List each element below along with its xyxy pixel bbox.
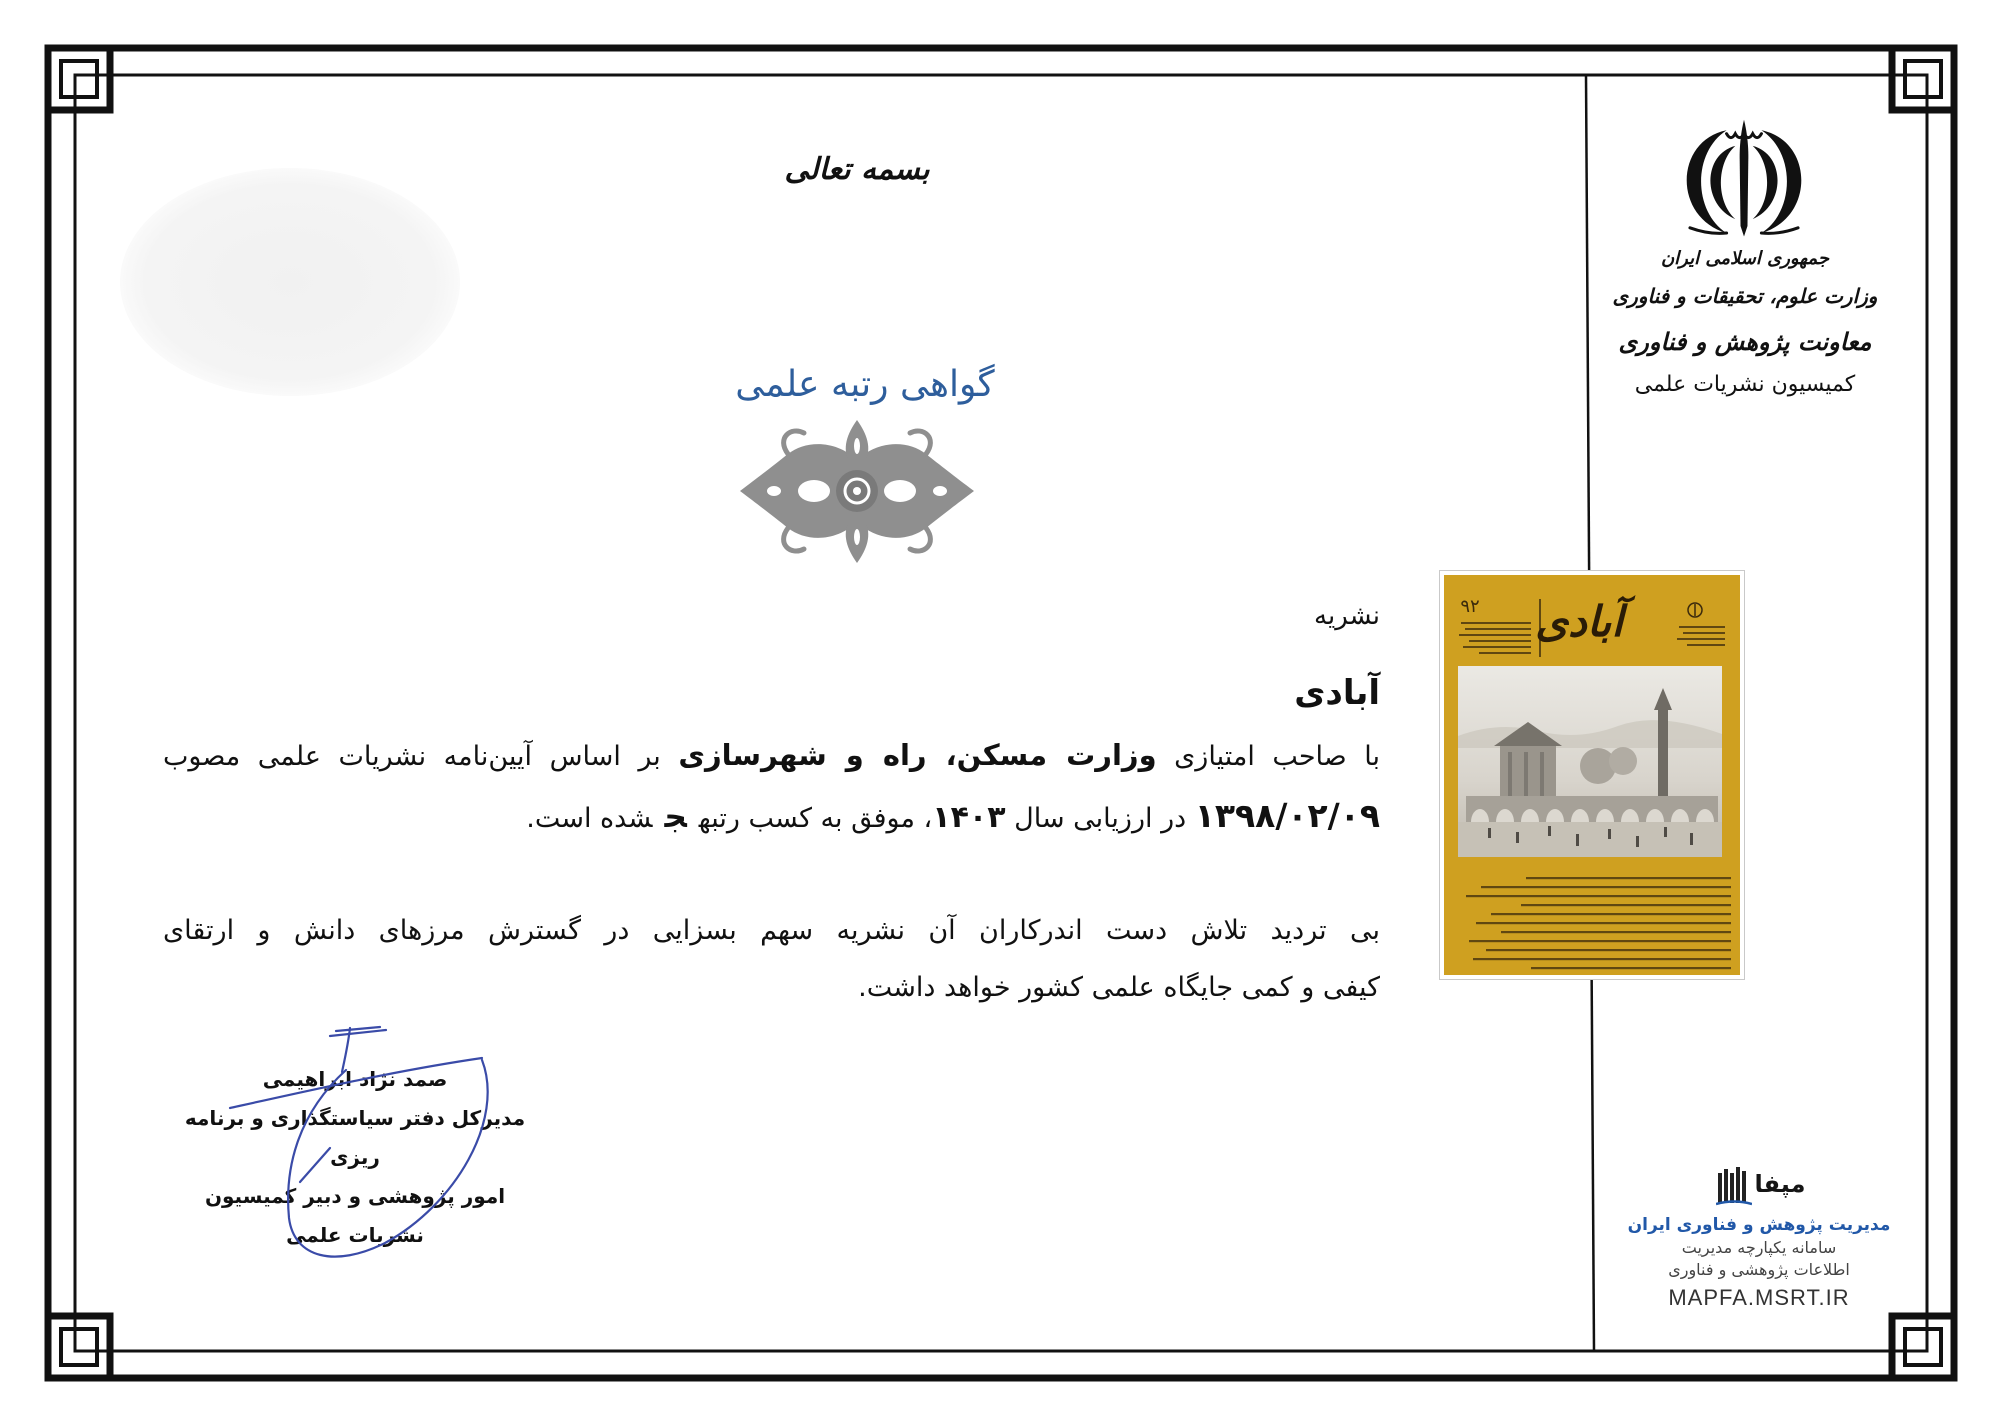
approval-date: ۱۳۹۸/۰۲/۰۹ [1194, 796, 1380, 835]
cover-sketch-illustration [1458, 666, 1722, 857]
corner-ornament-top-right [1889, 45, 1957, 113]
signatory-block [165, 1060, 545, 1255]
journal-name: آبادی [1294, 673, 1380, 713]
body-text-segment: با صاحب امتیازی [1174, 741, 1380, 772]
mapfa-logo [1716, 1163, 1810, 1207]
corner-ornament-bottom-right [1889, 1313, 1957, 1381]
body-line-1 [163, 730, 1380, 780]
closing-line-2: کیفی و کمی جایگاه علمی کشور خواهد داشت. [858, 972, 1380, 1003]
journal-label: نشریه [1314, 601, 1380, 631]
issuer-country: جمهوری اسلامی ایران [1660, 248, 1830, 269]
signatory-title-line-2: امور پژوهشی و دبیر کمیسیون [204, 1184, 506, 1208]
journal-cover [1439, 570, 1745, 980]
mapfa-logo-text: مپفا [1754, 1170, 1806, 1198]
faded-stamp [110, 160, 470, 405]
body-text-segment: بر اساس آیین‌نامه نشریات علمی مصوب [163, 741, 661, 772]
iran-emblem [1674, 118, 1814, 240]
evaluation-year: ۱۴۰۳ [932, 800, 1006, 835]
signatory-title-line-1: مدیرکل دفتر سیاستگذاری و برنامه ریزی [184, 1106, 526, 1169]
body-line-2 [163, 791, 1380, 841]
mapfa-tagline-line-2: اطلاعات پژوهشی و فناوری [1668, 1260, 1850, 1279]
cover-title: آبادی [1535, 597, 1623, 646]
books-icon [1716, 1163, 1752, 1207]
corner-ornament-bottom-left [45, 1313, 113, 1381]
corner-ornament-top-left [45, 45, 113, 113]
arabesque-ornament [736, 418, 978, 565]
grade-value: ج [664, 799, 687, 835]
cover-issue-number: ۹۲ [1460, 596, 1480, 617]
body-text-segment: در ارزیابی سال [1014, 803, 1187, 834]
bismillah-heading: بسمه تعالی [784, 152, 930, 187]
body-text-segment: ، موفق به کسب رتبه [698, 803, 933, 834]
mapfa-url: MAPFA.MSRT.IR [1668, 1285, 1850, 1310]
certificate-title: گواهی رتبه علمی [735, 364, 995, 405]
signatory-title-line-3: نشریات علمی [286, 1223, 424, 1247]
closing-line-1: بی تردید تلاش دست اندرکاران آن نشریه سهم بسزایی در گسترش مرزهای دانش و ارتقای [163, 915, 1380, 946]
signatory-name: صمد نژاد ابراهیمی [262, 1067, 448, 1091]
publisher-owner: وزارت مسکن، راه و شهرسازی [678, 738, 1157, 772]
issuer-deputy: معاونت پژوهش و فناوری [1618, 328, 1872, 356]
issuer-ministry: وزارت علوم، تحقیقات و فناوری [1612, 284, 1878, 308]
issuer-commission: کمیسیون نشریات علمی [1634, 372, 1856, 397]
body-text-segment: شده است. [526, 803, 653, 834]
mapfa-name: مدیریت پژوهش و فناوری ایران [1627, 1215, 1891, 1235]
mapfa-tagline-line-1: سامانه یکپارچه مدیریت [1681, 1238, 1837, 1257]
